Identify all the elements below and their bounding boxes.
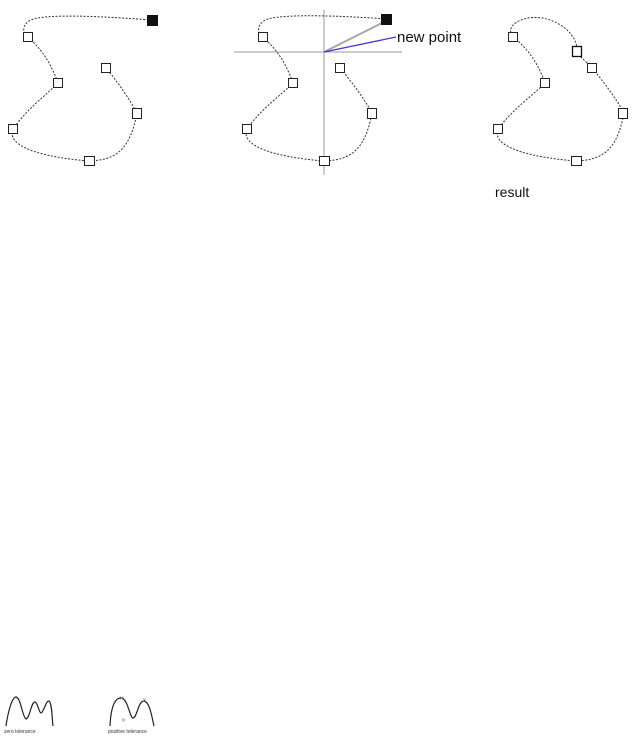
control-point-mark: × bbox=[142, 697, 148, 704]
vertex-marker bbox=[54, 79, 63, 88]
panel-original bbox=[9, 15, 159, 166]
positive-tolerance-sketch bbox=[110, 695, 154, 726]
control-point-mark: × bbox=[121, 717, 127, 724]
vertex-marker bbox=[572, 157, 582, 166]
control-point-mark: × bbox=[119, 695, 125, 702]
vertex-marker bbox=[588, 64, 597, 73]
guide-line bbox=[324, 21, 386, 52]
vertex-marker bbox=[289, 79, 298, 88]
positive-tolerance-label: positive tolerance bbox=[108, 729, 147, 735]
vertex-marker bbox=[259, 33, 268, 42]
new-point-pointer bbox=[324, 37, 396, 52]
vertex-marker bbox=[320, 157, 330, 166]
vertex-marker bbox=[243, 125, 252, 134]
zero-tolerance-sketch bbox=[6, 697, 53, 726]
vertex-marker bbox=[336, 64, 345, 73]
vertex-marker bbox=[368, 109, 377, 119]
tolerance-curve bbox=[6, 697, 53, 726]
vertex-marker bbox=[9, 125, 18, 134]
vertex-marker bbox=[509, 33, 518, 42]
vertex-marker bbox=[24, 33, 33, 42]
end-point-marker bbox=[147, 15, 158, 26]
vertex-marker bbox=[102, 64, 111, 73]
vertex-marker bbox=[133, 109, 142, 119]
new-point-label: new point bbox=[397, 29, 462, 46]
end-point-marker bbox=[381, 14, 392, 25]
vertex-marker bbox=[541, 79, 550, 88]
zero-tolerance-label: zero tolerance bbox=[4, 729, 36, 735]
panel-result bbox=[494, 17, 628, 165]
result-label: result bbox=[495, 184, 530, 200]
tolerance-curve bbox=[110, 698, 154, 726]
vertex-marker bbox=[619, 109, 628, 119]
new-vertex-marker bbox=[573, 47, 582, 57]
spline-curve bbox=[12, 16, 152, 161]
vertex-marker bbox=[494, 125, 503, 134]
vertex-marker bbox=[85, 157, 95, 166]
panel-add-point bbox=[234, 10, 402, 175]
